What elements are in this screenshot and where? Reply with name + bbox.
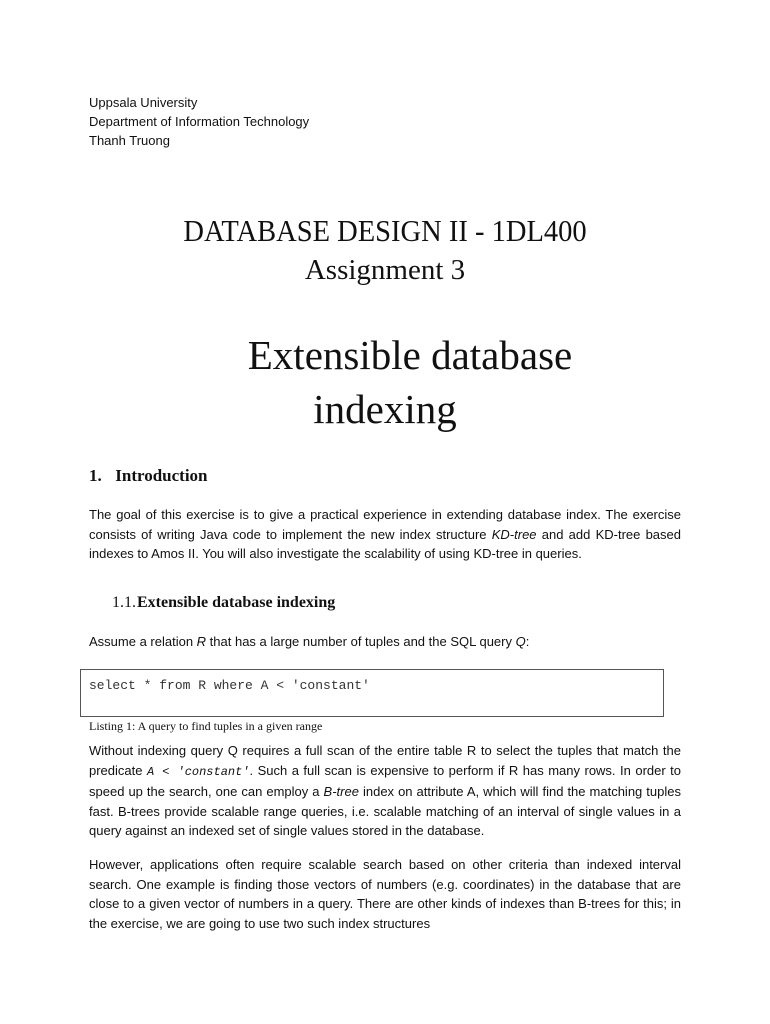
- paragraph-relation: [89, 632, 681, 652]
- course-title: DATABASE DESIGN II - 1DL400: [183, 213, 587, 248]
- emphasis-r: R: [196, 634, 207, 649]
- text-run: and add KD-tree based indexes to Amos II. You will also investigate the scalability of using KD-tree in queries.: [89, 526, 681, 561]
- text-run: :: [525, 634, 530, 649]
- subsection-number: 1.1.: [112, 594, 136, 611]
- department-name: Department of Information Technology: [89, 114, 310, 129]
- code-predicate: A < 'constant': [146, 764, 250, 779]
- university-name: Uppsala University: [89, 95, 198, 110]
- code-listing: [80, 669, 664, 717]
- main-title: [0, 328, 770, 436]
- subsection-title: Extensible database indexing: [137, 594, 336, 611]
- paragraph-indexing: [89, 741, 681, 841]
- code-text: select * from R where A < 'constant': [89, 678, 370, 693]
- paragraph-applications: However, applications often require scalable search based on other criteria than indexed interval search. One example is finding those vectors of numbers (e.g. coordinates) in the database that are close to a given vector of numbers in a query. There are other kinds of indexes than B-trees for this; in the exercise, we are going to use two such index structures: [89, 857, 681, 931]
- paragraph-intro: [89, 505, 681, 564]
- section-number: 1.: [89, 466, 102, 485]
- emphasis-b-tree: B-tree: [323, 784, 359, 799]
- text-run: . Such a full scan is expensive to perform if R has many rows. In order to speed up the search, one can employ a: [89, 762, 682, 799]
- emphasis-q: Q: [515, 634, 526, 649]
- assignment-title: Assignment 3: [304, 254, 466, 286]
- text-run: Without indexing query Q requires a full scan of the entire table R to select the tuples that match the predicate: [89, 743, 681, 778]
- listing-caption: Listing 1: A query to find tuples in a given range: [89, 719, 323, 733]
- text-run: index on attribute A, which will find the matching tuples fast. B-trees provide scalable range queries, i.e. scalable matching of an interval of single values in a query against an indexed set of single values stored in the database.: [89, 784, 681, 838]
- text-run: The goal of this exercise is to give a practical experience in extending database index. The exercise consists of writing Java code to implement the new index structure: [89, 507, 681, 542]
- section-heading-introduction: [89, 465, 208, 487]
- author-name: Thanh Truong: [89, 133, 170, 148]
- main-title-line1: Extensible database: [247, 332, 573, 378]
- main-title-line2: indexing: [313, 386, 457, 432]
- document-header: [89, 93, 309, 150]
- subsection-heading: [112, 592, 335, 614]
- emphasis-kd-tree: KD-tree: [491, 526, 537, 542]
- section-title: Introduction: [115, 466, 208, 485]
- text-run: Assume a relation: [89, 634, 197, 649]
- text-run: that has a large number of tuples and the SQL query: [206, 634, 516, 649]
